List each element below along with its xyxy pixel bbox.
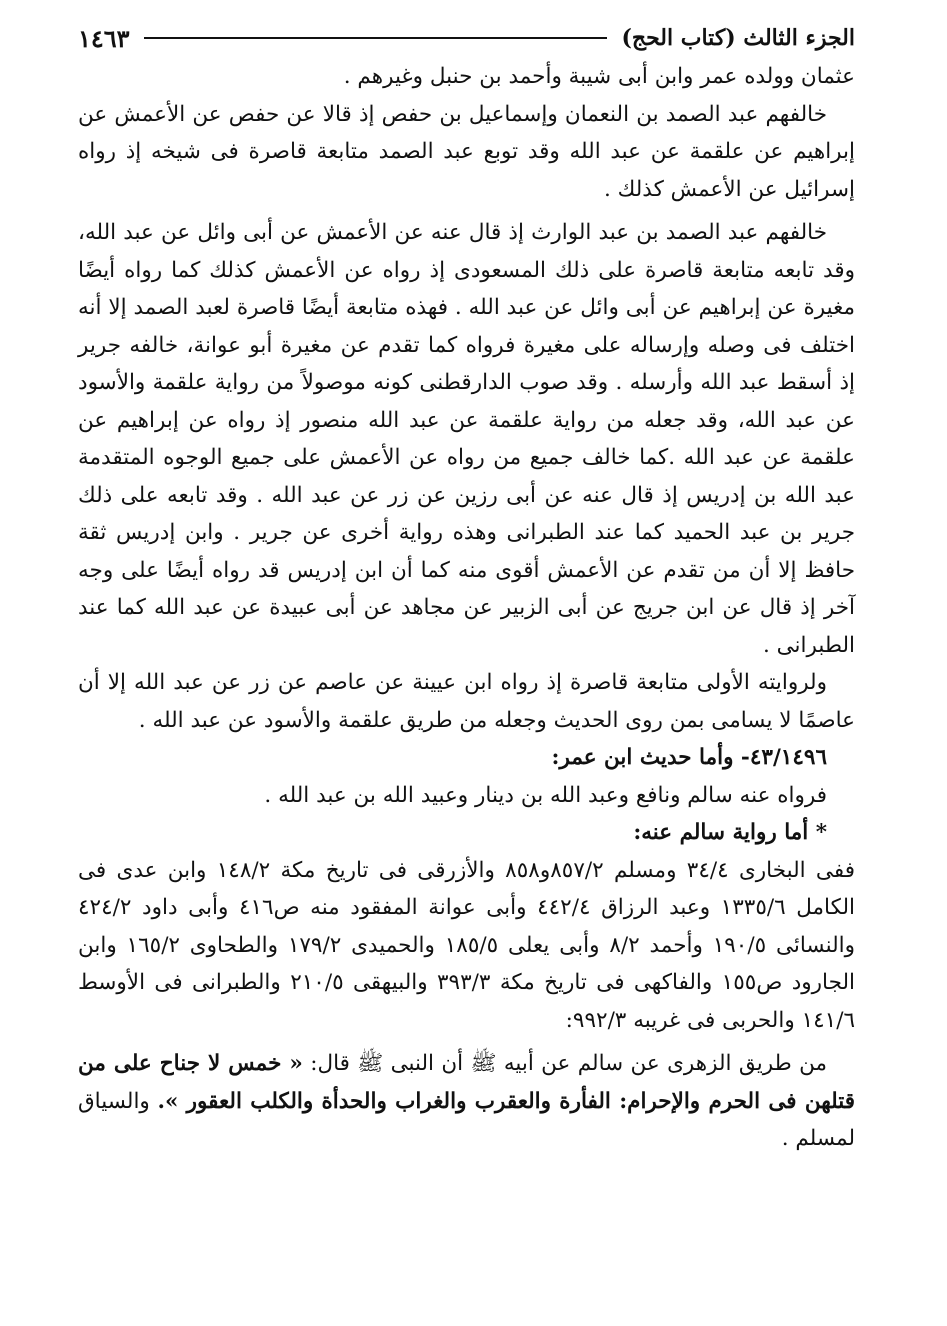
final-paragraph [78, 1045, 855, 1158]
section-heading: ٤٣/١٤٩٦- وأما حديث ابن عمر: [551, 745, 827, 770]
paragraph-3: خالفهم عبد الصمد بن عبد الوارث إذ قال عنه عن الأعمش عن أبى وائل عن عبد الله، وقد تابعه متابعة قاصرة على ذلك المسعودى إذ رواه عن الأعمش كذلك كما رواه أيضًا مغيرة عن إبراهيم عن أبى وائل عن عبد الله . فهذه متابعة أيضًا قاصرة لعبد الصمد إلا أنه اختلف فى وصله وإرساله على مغيرة فرواه كما تقدم عن مغيرة أبو عوانة، خالفه جرير إذ أسقط عبد الله وأرسله . وقد صوب الدارقطنى كونه موصولاً من رواية علقمة والأسود عن عبد الله، وقد جعله من رواية علقمة عن عبد الله منصور إذ رواه عن إبراهيم عن علقمة عن عبد الله .كما خالف جميع من رواه عن الأعمش على جميع الوجوه المتقدمة عبد الله بن إدريس إذ قال عنه عن أبى رزين عن زر عن عبد الله . وقد تابعه على ذلك جرير بن عبد الحميد كما عند الطبرانى وهذه رواية أخرى عن جرير . وابن إدريس ثقة حافظ إلا أن من تقدم عن الأعمش أقوى منه كما أن ابن إدريس قد رواه أيضًا على وجه آخر إذ قال عن ابن جريج عن أبى الزبير عن مجاهد عن أبى عبيدة عن عبد الله كما عند الطبرانى . [78, 220, 855, 658]
subsection-heading: * أما رواية سالم عنه: [633, 820, 827, 845]
page-header [78, 18, 855, 58]
hadith-text: « خمس لا جناح على من قتلهن فى الحرم والإحرام: الفأرة والعقرب والغراب والحدأة والكلب العقور ». [78, 1051, 855, 1114]
paragraph-1: عثمان وولده عمر وابن أبى شيبة وأحمد بن حنبل وغيرهم . [343, 64, 855, 89]
paragraph-2: خالفهم عبد الصمد بن النعمان وإسماعيل بن حفص إذ قالا عن حفص عن الأعمش عن إبراهيم عن علقمة عن عبد الله وقد توبع عبد الصمد متابعة قاصرة فى شيخه إذ رواه إسرائيل عن الأعمش كذلك . [78, 101, 855, 202]
header-rule [144, 37, 608, 39]
final-tail: والسياق لمسلم . [78, 1088, 855, 1151]
references-paragraph: ففى البخارى ٣٤/٤ ومسلم ٨٥٧/٢و٨٥٨ والأزرقى فى تاريخ مكة ١٤٨/٢ وابن عدى فى الكامل ١٣٣٥/٦ وعبد الرزاق ٤٤٢/٤ وأبى عوانة المفقود منه ص٤١٦ وأبى داود ٤٢٤/٢ والنسائى ١٩٠/٥ وأحمد ٨/٢ وأبى يعلى ١٨٥/٥ والحميدى ١٧٩/٢ والطحاوى ١٦٥/٢ وابن الجارود ص١٥٥ والفاكهى فى تاريخ مكة ٣٩٣/٣ والبيهقى ٢١٠/٥ والطبرانى فى الأوسط ١٤١/٦ والحربى فى غريبه ٩٩٢/٣: [78, 857, 856, 1033]
page-number: ١٤٦٣ [78, 23, 130, 53]
page-body [78, 58, 855, 1158]
paragraph-4: ولروايته الأولى متابعة قاصرة إذ رواه ابن عيينة عن عاصم عن زر عن عبد الله إلا أن عاصمًا لا يسامى بمن روى الحديث وجعله من طريق علقمة والأسود عن عبد الله . [78, 670, 855, 733]
final-lead: من طريق الزهرى عن سالم عن أبيه ﷺ أن النبى ﷺ قال: [302, 1051, 827, 1076]
book-page [78, 18, 855, 1306]
running-title: الجزء الثالث (كتاب الحج) [621, 25, 855, 51]
paragraph-5: فرواه عنه سالم ونافع وعبد الله بن دينار وعبيد الله بن عبد الله . [264, 782, 827, 808]
